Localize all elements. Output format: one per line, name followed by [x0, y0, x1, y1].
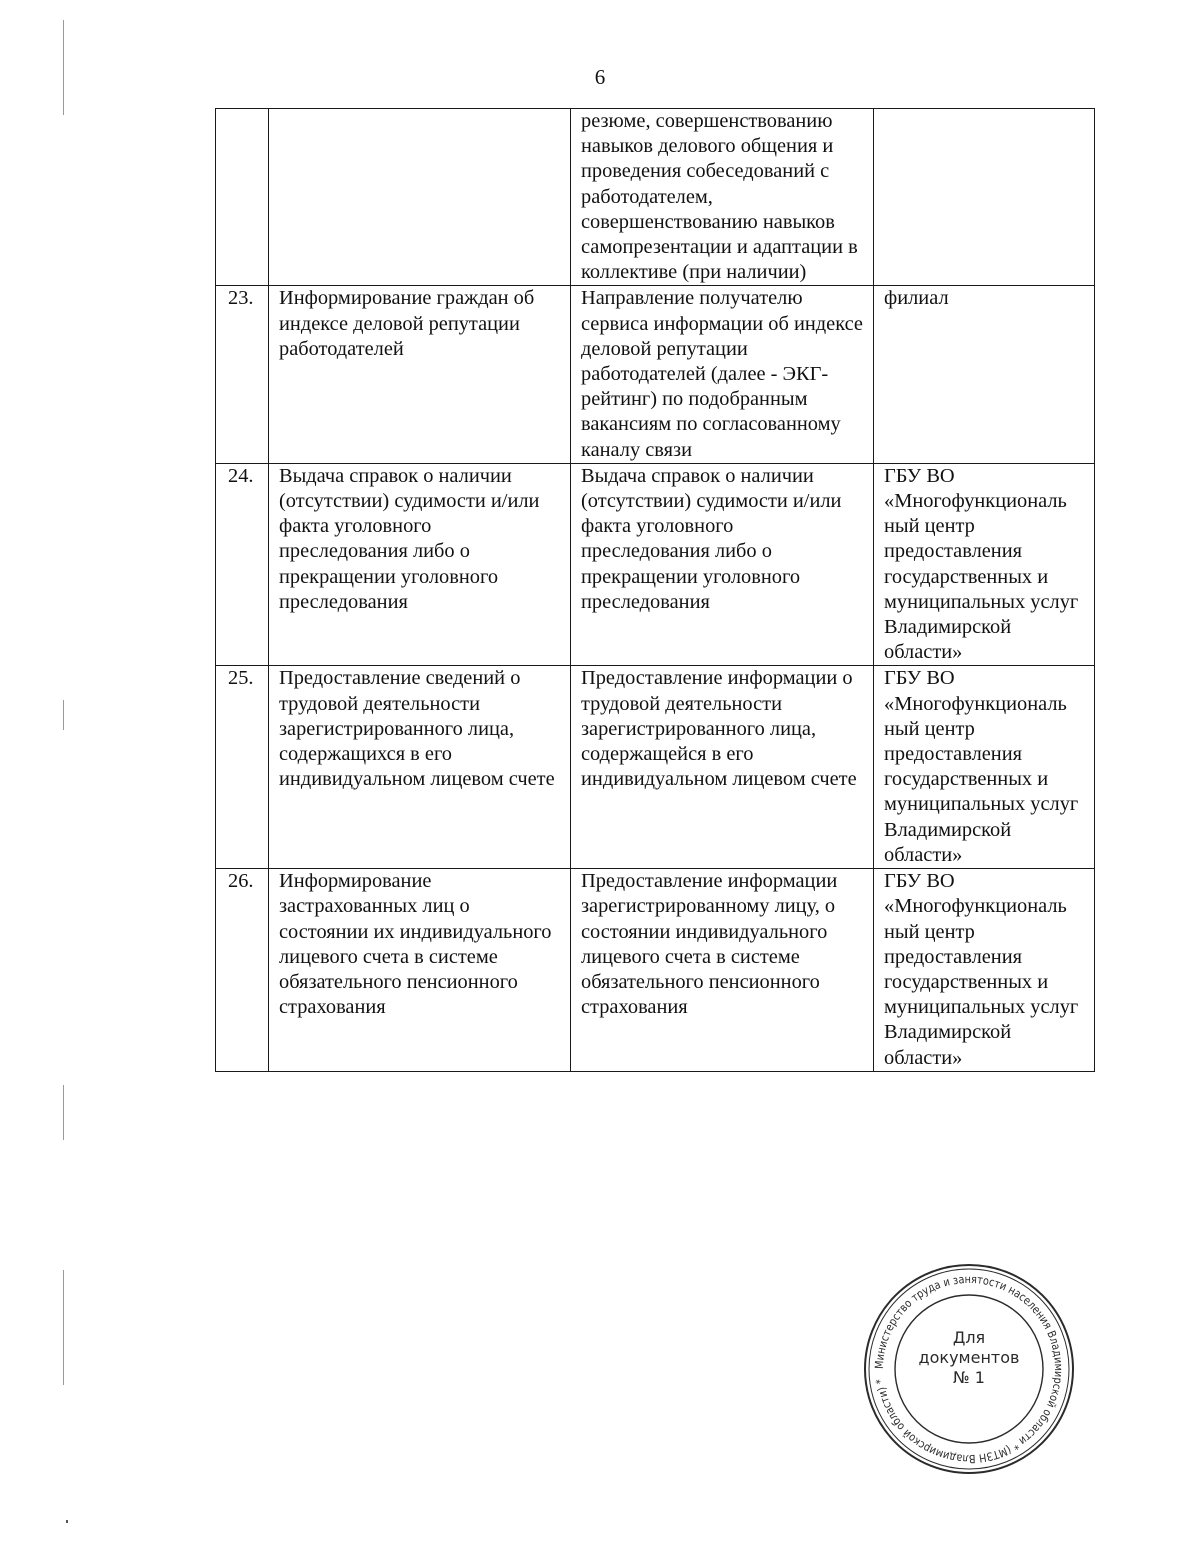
- table-row: [216, 666, 1095, 869]
- organization-cell: ГБУ ВО «Многофункциональ ный центр предоставления государственных и муниципальных услуг Владимирской области»: [874, 869, 1095, 1072]
- stamp-ring-text: Министерство труда и занятости населения Владимирской области * (МТЗН Владимирской области) *: [872, 1272, 1066, 1466]
- organization-cell: ГБУ ВО «Многофункциональ ный центр предоставления государственных и муниципальных услуг Владимирской области»: [874, 463, 1095, 666]
- stamp-center-text: [862, 1328, 1076, 1388]
- official-stamp: [862, 1262, 1076, 1476]
- service-description-cell: резюме, совершенствованию навыков делового общения и проведения собеседований с работодателем, совершенствованию навыков самопрезентации и адаптации в коллективе (при наличии): [571, 109, 874, 286]
- service-description-cell: Выдача справок о наличии (отсутствии) судимости и/или факта уголовного преследования либо о прекращении уголовного преследования: [571, 463, 874, 666]
- service-name-cell: [269, 109, 571, 286]
- margin-scan-line: [63, 1085, 64, 1140]
- service-description-cell: Предоставление информации о трудовой деятельности зарегистрированного лица, содержащейся в его индивидуальном лицевом счете: [571, 666, 874, 869]
- service-name-cell: Выдача справок о наличии (отсутствии) судимости и/или факта уголовного преследования либо о прекращении уголовного преследования: [269, 463, 571, 666]
- margin-scan-line: [63, 1270, 64, 1385]
- table-row: [216, 109, 1095, 286]
- organization-cell: филиал: [874, 286, 1095, 463]
- service-name-cell: Предоставление сведений о трудовой деятельности зарегистрированного лица, содержащихся в его индивидуальном лицевом счете: [269, 666, 571, 869]
- services-table: [215, 108, 1095, 1072]
- stamp-center-line: документов: [918, 1348, 1020, 1367]
- stamp-center-line: № 1: [953, 1368, 985, 1387]
- row-number-cell: 25.: [216, 666, 269, 869]
- organization-cell: ГБУ ВО «Многофункциональ ный центр предоставления государственных и муниципальных услуг Владимирской области»: [874, 666, 1095, 869]
- margin-scan-dot: [66, 1520, 68, 1523]
- table-row: [216, 463, 1095, 666]
- table-row: [216, 286, 1095, 463]
- service-description-cell: Предоставление информации зарегистрированному лицу, о состоянии индивидуального лицевого счета в системе обязательного пенсионного страхования: [571, 869, 874, 1072]
- service-name-cell: Информирование застрахованных лиц о состоянии их индивидуального лицевого счета в системе обязательного пенсионного страхования: [269, 869, 571, 1072]
- margin-scan-line: [63, 700, 64, 730]
- row-number-cell: 26.: [216, 869, 269, 1072]
- margin-scan-line: [63, 20, 64, 115]
- table-row: [216, 869, 1095, 1072]
- stamp-center-line: Для: [952, 1328, 986, 1347]
- row-number-cell: [216, 109, 269, 286]
- service-name-cell: Информирование граждан об индексе деловой репутации работодателей: [269, 286, 571, 463]
- organization-cell: [874, 109, 1095, 286]
- page-number: 6: [594, 65, 606, 89]
- row-number-cell: 24.: [216, 463, 269, 666]
- row-number-cell: 23.: [216, 286, 269, 463]
- service-description-cell: Направление получателю сервиса информации об индексе деловой репутации работодателей (далее - ЭКГ-рейтинг) по подобранным вакансиям по согласованному каналу связи: [571, 286, 874, 463]
